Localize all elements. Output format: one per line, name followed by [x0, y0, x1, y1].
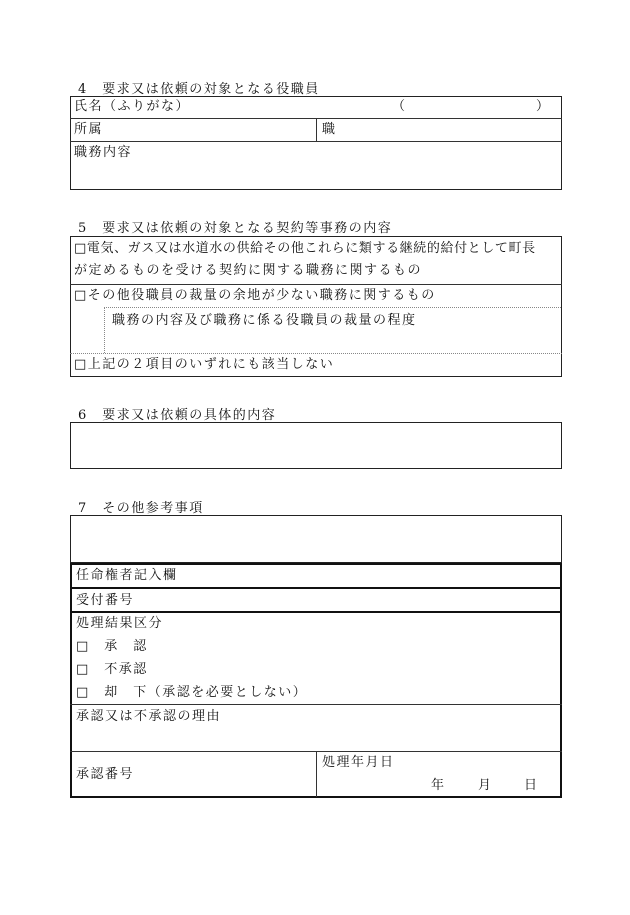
section-6-heading: 6 要求又は依頼の具体的内容 — [78, 408, 277, 423]
date-day-label: 日 — [524, 778, 539, 793]
section-7-box — [70, 515, 562, 563]
dotted-divider — [70, 353, 562, 354]
section-5-heading: 5 要求又は依頼の対象となる契約等事務の内容 — [78, 221, 393, 236]
divider — [70, 611, 562, 613]
reason-label: 承認又は不承認の理由 — [76, 709, 222, 724]
dotted-divider — [104, 307, 105, 353]
divider — [316, 118, 317, 141]
dotted-divider — [104, 307, 561, 308]
name-paren-open: （ — [392, 99, 407, 114]
option-reject: □ 却 下（承認を必要としない） — [76, 685, 308, 700]
receipt-number-label: 受付番号 — [76, 593, 135, 608]
option-disapprove: □ 不承認 — [76, 662, 148, 677]
option-none: □上記の２項目のいずれにも該当しない — [74, 357, 335, 372]
date-year-label: 年 — [431, 778, 446, 793]
discretion-degree-label: 職務の内容及び職務に係る役職員の裁量の程度 — [112, 313, 417, 328]
name-label: 氏名（ふりがな） — [74, 99, 191, 114]
section-4-heading: 4 要求又は依頼の対象となる役職員 — [78, 82, 320, 97]
option-approve: □ 承 認 — [76, 639, 148, 654]
duties-label: 職務内容 — [74, 145, 133, 160]
process-date-label: 処理年月日 — [322, 755, 395, 770]
date-month-label: 月 — [478, 778, 493, 793]
position-label: 職 — [322, 122, 337, 137]
divider — [70, 704, 562, 705]
option-utility-contracts-line2: が定めるものを受ける契約に関する職務に関するもの — [74, 263, 423, 278]
result-category-label: 処理結果区分 — [76, 616, 164, 631]
divider — [316, 751, 317, 797]
divider — [70, 284, 562, 285]
divider — [70, 587, 562, 589]
section-7-heading: 7 その他参考事項 — [78, 501, 204, 516]
affiliation-label: 所属 — [74, 122, 104, 137]
section-6-box — [70, 422, 562, 469]
option-low-discretion: □その他役職員の裁量の余地が少ない職務に関するもの — [74, 288, 436, 303]
option-utility-contracts-line1: □電気、ガス又は水道水の供給その他これらに類する継続的給付として町長 — [74, 241, 536, 256]
appointer-entry-title: 任命権者記入欄 — [76, 568, 178, 583]
approval-number-label: 承認番号 — [76, 767, 135, 782]
name-paren-close: ） — [536, 99, 551, 114]
divider — [70, 141, 562, 142]
